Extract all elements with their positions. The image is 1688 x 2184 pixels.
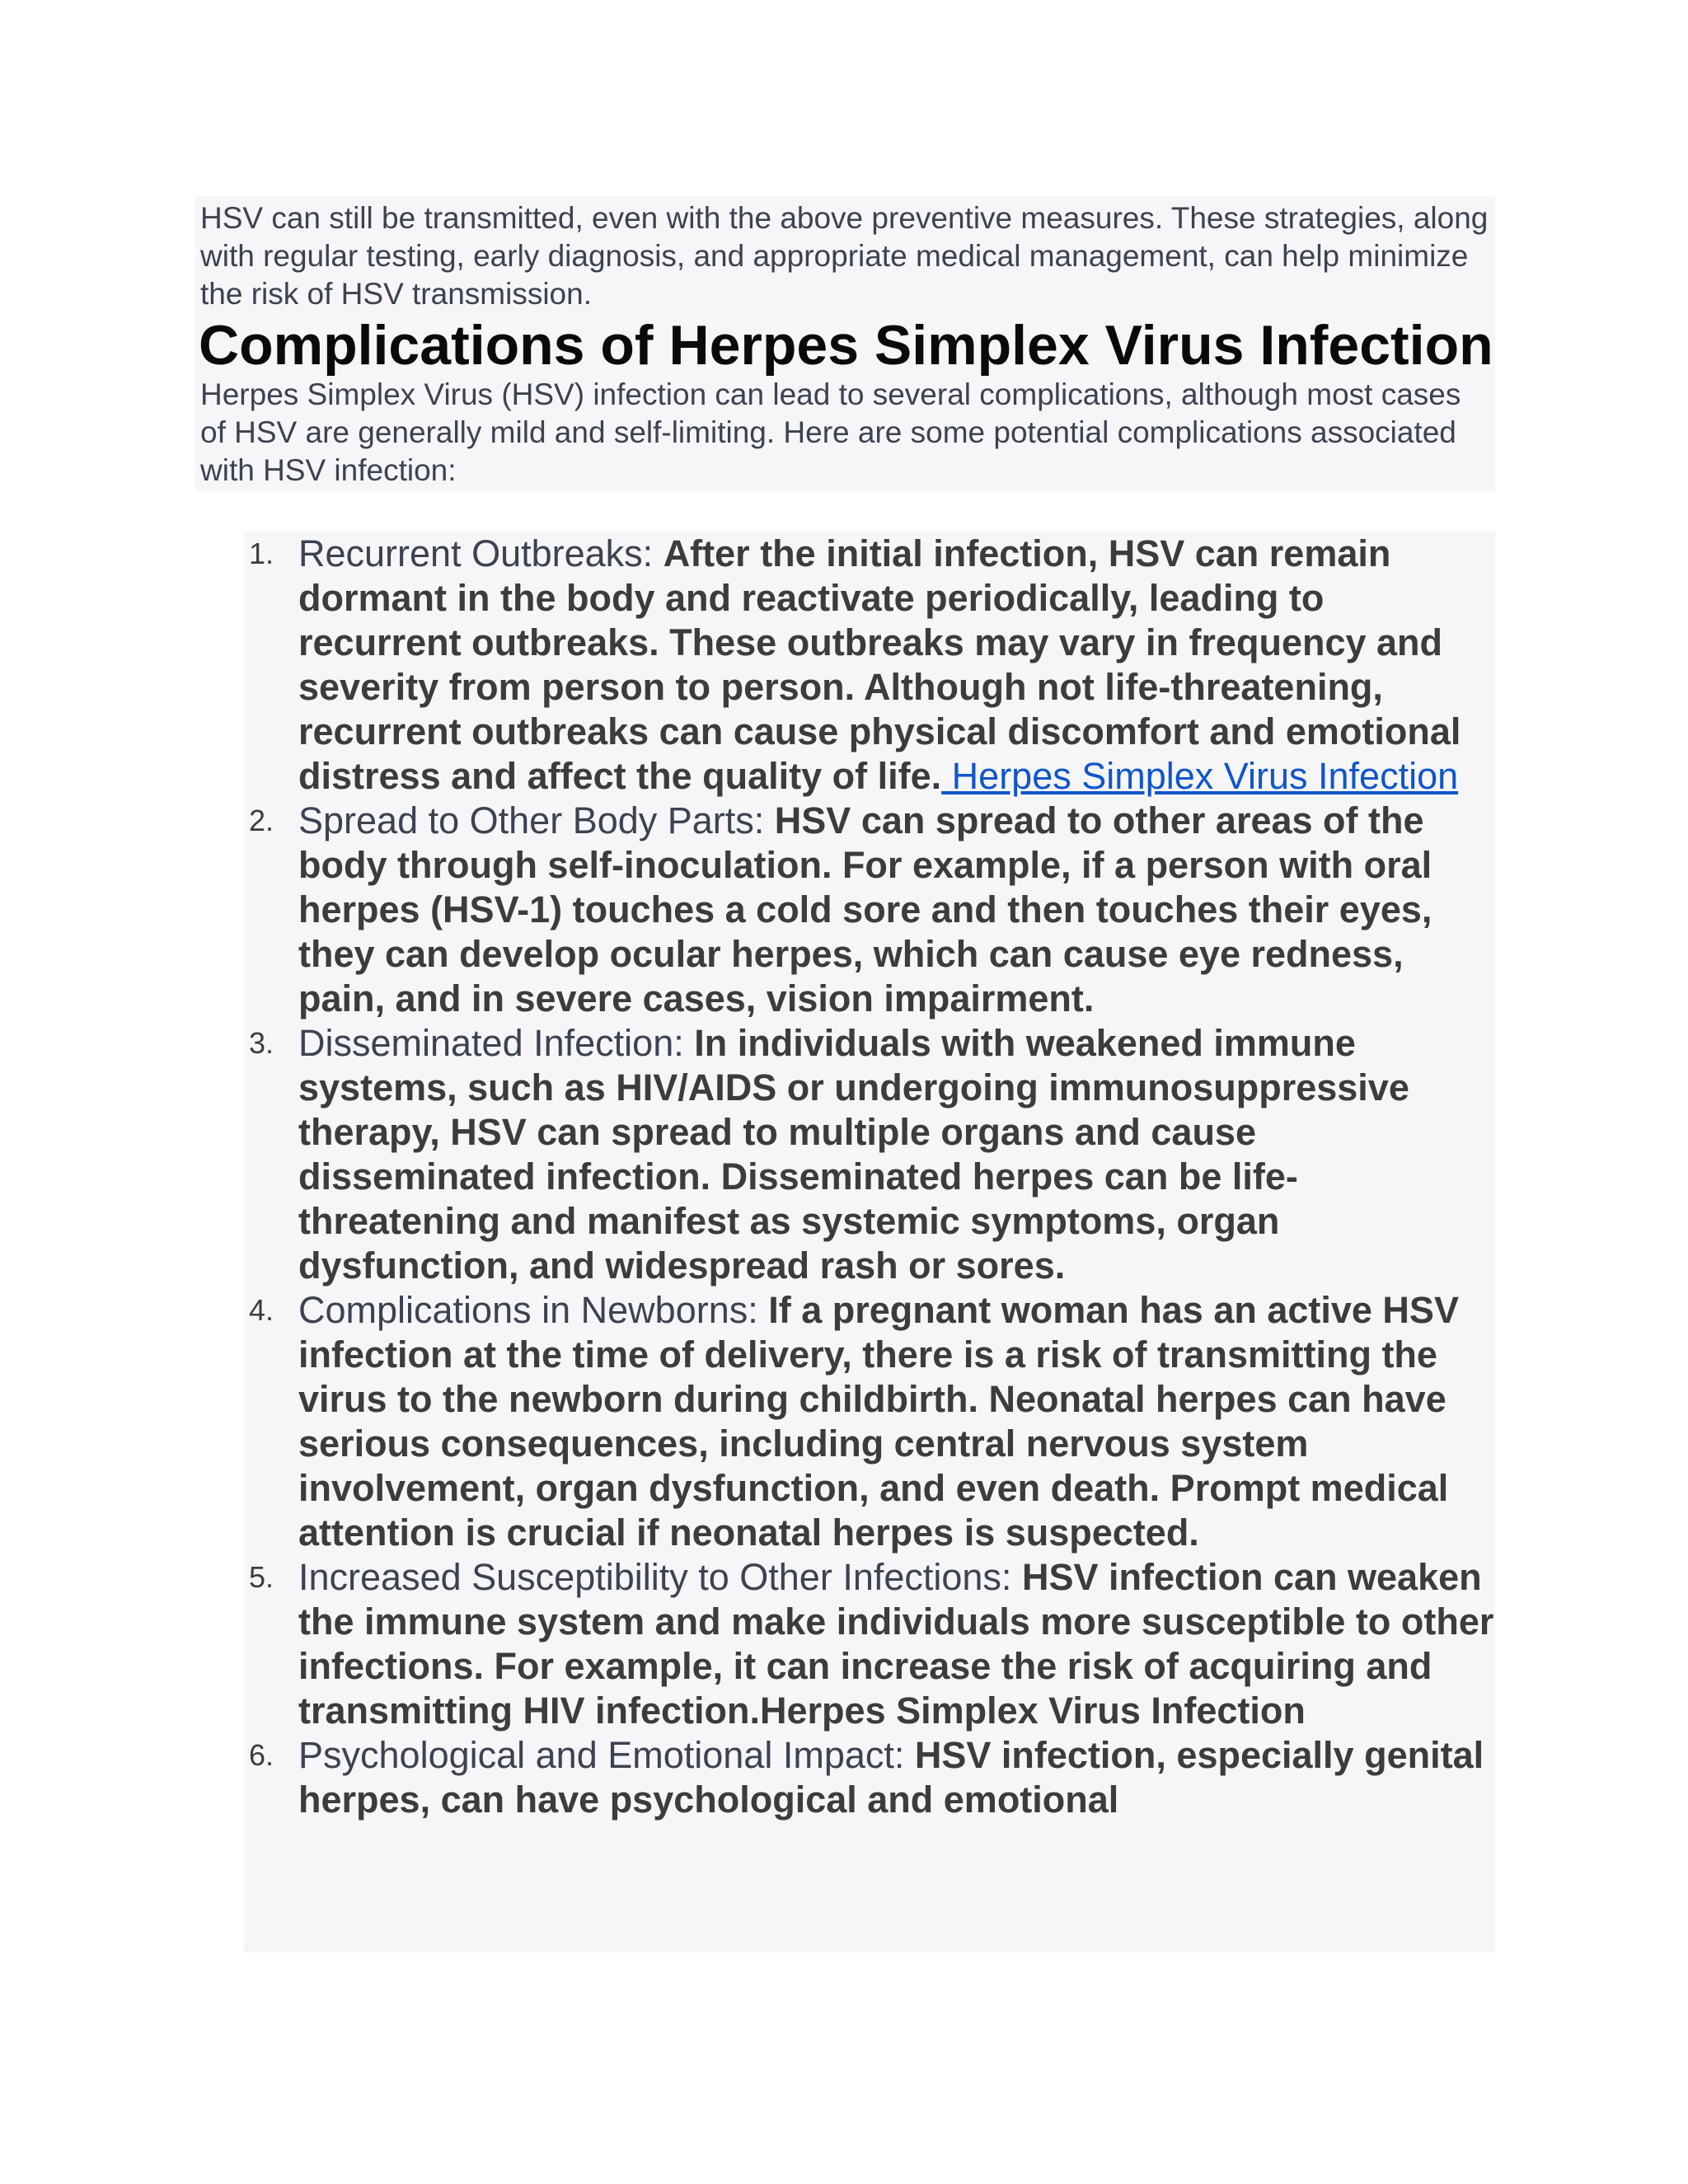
list-item-number: 3. (249, 1026, 274, 1060)
list-item (244, 1555, 1495, 1733)
list-item-text: After the initial infection, HSV can remain dormant in the body and reactivate periodically, leading to recurrent outbreaks. These outbreaks may vary in frequency and severity from person to person. Although not life-threatening, recurrent outbreaks can cause physical discomfort and emotional distress and affect the quality of life. (298, 532, 1461, 797)
list-item-number: 6. (249, 1738, 274, 1772)
list-item (244, 1288, 1495, 1555)
section-intro-paragraph: Herpes Simplex Virus (HSV) infection can lead to several complications, although most cases of HSV are generally mild and self-limiting. Here are some potential complications associated with HSV infection: (200, 377, 1461, 487)
list-item-number: 1. (249, 537, 274, 570)
list-item-text: HSV infection can weaken the immune system and make individuals more susceptible to other infections. For example, it can increase the risk of acquiring and transmitting HIV infection.Herpes Simplex Virus Infection (298, 1556, 1494, 1732)
list-item-label: Complications in Newborns: (298, 1289, 769, 1331)
herpes-simplex-link[interactable]: Herpes Simplex Virus Infection (941, 755, 1459, 797)
list-item-text: In individuals with weakened immune systems, such as HIV/AIDS or undergoing immunosuppressive therapy, HSV can spread to multiple organs and cause disseminated infection. Disseminated herpes can be life-threatening and manifest as systemic symptoms, organ dysfunction, and widespread rash or sores. (298, 1022, 1409, 1286)
complications-list (244, 532, 1495, 1822)
list-item (244, 532, 1495, 799)
list-item-label: Increased Susceptibility to Other Infections: (298, 1556, 1022, 1598)
list-item-number: 2. (249, 804, 274, 837)
list-item-text: HSV can spread to other areas of the body through self-inoculation. For example, if a person with oral herpes (HSV-1) touches a cold sore and then touches their eyes, they can develop ocular herpes, which can cause eye redness, pain, and in severe cases, vision impairment. (298, 799, 1432, 1019)
list-item (244, 799, 1495, 1021)
list-item-label: Recurrent Outbreaks: (298, 532, 663, 574)
list-item-label: Disseminated Infection: (298, 1022, 695, 1064)
list-item-number: 4. (249, 1293, 274, 1327)
list-item-text: If a pregnant woman has an active HSV infection at the time of delivery, there is a risk of transmitting the virus to the newborn during childbirth. Neonatal herpes can have serious consequences, including central nervous system involvement, organ dysfunction, and even death. Prompt medical attention is crucial if neonatal herpes is suspected. (298, 1289, 1459, 1554)
list-item-label: Spread to Other Body Parts: (298, 799, 775, 841)
list-item (244, 1021, 1495, 1288)
list-item-label: Psychological and Emotional Impact: (298, 1734, 915, 1776)
section-heading: Complications of Herpes Simplex Virus Infection (199, 314, 1493, 377)
list-item-number: 5. (249, 1560, 274, 1594)
list-item-text: HSV infection, especially genital herpes, can have psychological and emotional (298, 1734, 1484, 1821)
list-item (244, 1733, 1495, 1822)
intro-paragraph: HSV can still be transmitted, even with the above preventive measures. These strategies, along with regular testing, early diagnosis, and appropriate medical management, can help minimize the risk of HSV transmission. (200, 201, 1489, 311)
